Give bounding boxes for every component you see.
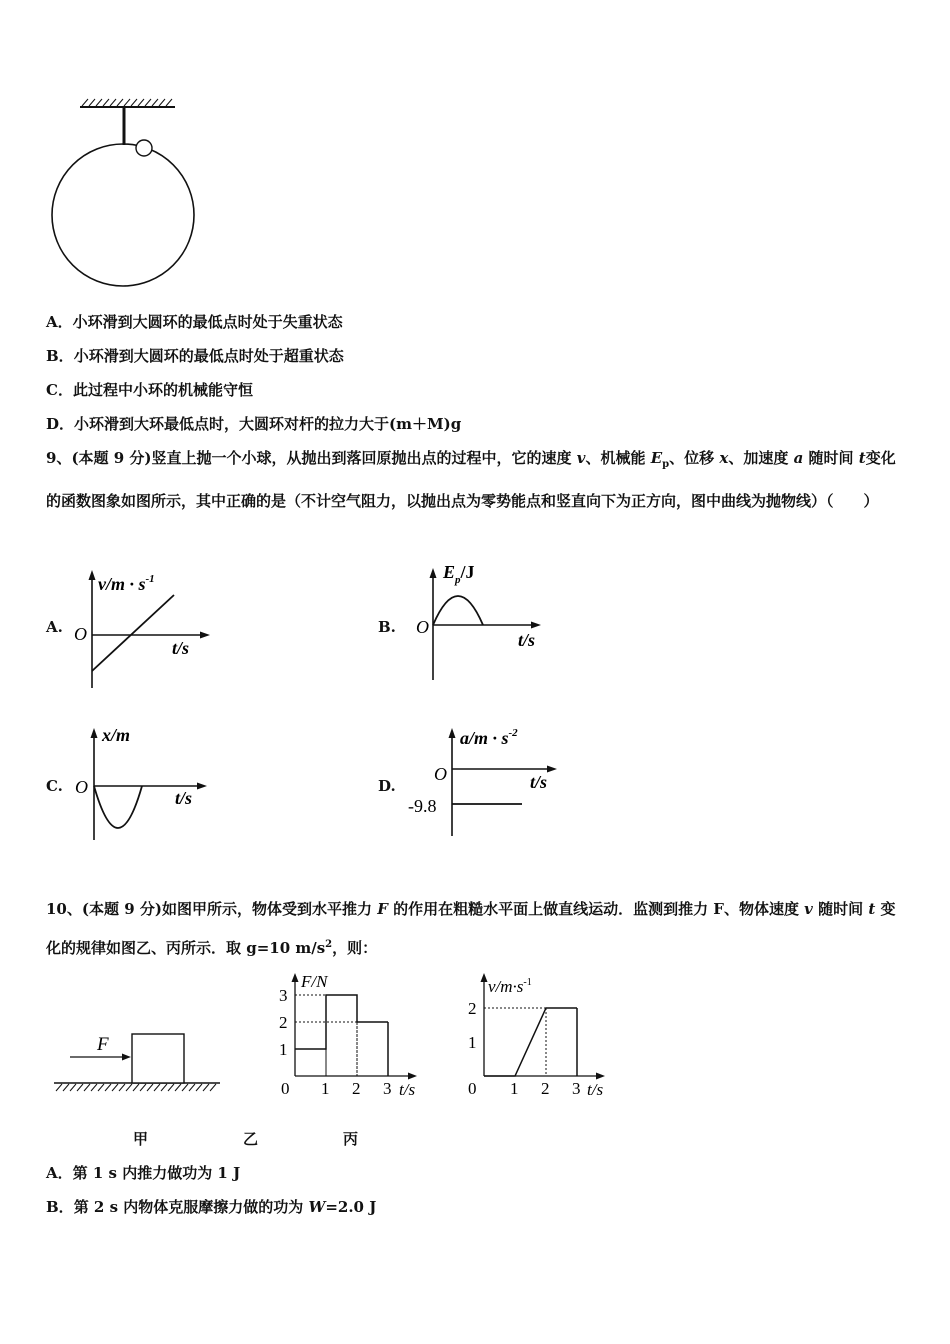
- x-label: t/s: [587, 1080, 604, 1099]
- y-arrow: [89, 570, 96, 580]
- caption-jia: 甲: [133, 1130, 149, 1148]
- option-text: 小环滑到大圆环的最低点时处于超重状态: [73, 347, 344, 365]
- large-ring: [52, 144, 194, 286]
- x-arrow: [547, 766, 557, 773]
- var-t: t: [868, 900, 876, 918]
- y-label: $a/m \cdot s^{-2}$: [460, 727, 518, 748]
- origin-label: O: [416, 617, 429, 637]
- option-text: 小环滑到大环最低点时，大圆环对杆的拉力大于(m＋M)g: [74, 415, 462, 433]
- x-label: t/s: [172, 638, 190, 658]
- var-ep: E: [650, 449, 663, 467]
- ceiling-hatch: [82, 99, 172, 106]
- q8-option-a: [46, 311, 343, 332]
- option-letter: A．: [46, 313, 73, 331]
- stem-text: 、机械能: [585, 449, 651, 467]
- q10-option-a: [46, 1162, 240, 1183]
- q10-fig-jia: [50, 1025, 230, 1100]
- y-tick-label: 3: [279, 986, 288, 1005]
- var-t: t: [858, 449, 866, 467]
- y-tick-label: 1: [468, 1033, 477, 1052]
- q9-graph-d: [404, 722, 564, 847]
- x-label: t/s: [399, 1080, 416, 1099]
- stem-text: 、加速度: [728, 449, 794, 467]
- option-text: =2.0 J: [325, 1198, 377, 1216]
- x-arrow: [200, 632, 210, 639]
- ground-hatch: [56, 1084, 216, 1091]
- x-arrow: [408, 1073, 417, 1080]
- block: [132, 1034, 184, 1083]
- superscript: 2: [325, 939, 333, 950]
- question-score: (本题 9 分): [81, 900, 162, 918]
- option-text: 小环滑到大圆环的最低点时处于失重状态: [72, 313, 343, 331]
- stem-text: 、位移: [669, 449, 720, 467]
- stem-text: 随时间: [803, 449, 859, 467]
- q10-option-b: [46, 1196, 376, 1217]
- small-ring: [136, 140, 152, 156]
- force-label: F: [97, 1034, 109, 1055]
- q8-option-d: [46, 413, 461, 434]
- origin-label: O: [434, 764, 447, 784]
- q10-fig-bing: [460, 970, 620, 1105]
- data-line: [484, 1008, 577, 1076]
- q10-stem: [46, 891, 906, 966]
- y-tick-label: 2: [279, 1013, 288, 1032]
- y-label: $v/m\cdot s^{-1}$: [488, 977, 532, 996]
- q9-graph-b: [410, 558, 560, 693]
- stem-text: 变化的规律如图乙、丙所示．取 g=10 m/s: [46, 900, 896, 957]
- y-arrow: [91, 728, 98, 738]
- caption-yi: 乙: [243, 1130, 259, 1148]
- origin-label: 0: [468, 1079, 477, 1098]
- option-letter: B．: [46, 347, 74, 365]
- x-tick-label: 3: [383, 1079, 392, 1098]
- caption-bing: 丙: [343, 1130, 359, 1148]
- option-text: 此过程中小环的机械能守恒: [72, 381, 253, 399]
- x-arrow: [197, 783, 207, 790]
- q9-graph-b-letter: B.: [378, 618, 396, 636]
- var-v: v: [576, 449, 586, 467]
- x-arrow: [596, 1073, 605, 1080]
- option-letter: A．: [46, 1164, 73, 1182]
- stem-text: 随时间: [812, 900, 869, 918]
- origin-label: O: [75, 777, 88, 797]
- stem-text: 如图甲所示，物体受到水平推力: [161, 900, 378, 918]
- q9-graph-c: [70, 722, 220, 847]
- x-label: t/s: [518, 630, 536, 650]
- stem-text: 的作用在粗糙水平面上做直线运动．监测到推力 F、物体速度: [387, 900, 805, 918]
- q8-option-c: [46, 379, 253, 400]
- var-f: F: [377, 900, 388, 918]
- q9-graph-c-letter: C.: [46, 777, 63, 795]
- q9-stem: [46, 440, 906, 519]
- y-label: $E_p/J$: [443, 562, 475, 586]
- var-v: v: [804, 900, 813, 918]
- q9-graph-a-letter: A.: [46, 618, 63, 636]
- q10-fig-yi: [275, 970, 435, 1105]
- question-number: 9、: [46, 449, 72, 467]
- x-label: t/s: [530, 772, 548, 792]
- x-tick-label: 3: [572, 1079, 581, 1098]
- x-tick-label: 2: [541, 1079, 550, 1098]
- y-arrow: [430, 568, 437, 578]
- y-tick-label: 1: [279, 1040, 288, 1059]
- option-letter: B．: [46, 1198, 74, 1216]
- var-x: x: [719, 449, 729, 467]
- y-tick-label: 2: [468, 999, 477, 1018]
- ring-diagram: [40, 95, 190, 295]
- origin-label: 0: [281, 1079, 290, 1098]
- x-label: t/s: [175, 788, 193, 808]
- energy-curve: [433, 596, 483, 625]
- y-arrow: [449, 728, 456, 738]
- option-letter: D．: [46, 415, 75, 433]
- displacement-curve: [94, 786, 142, 828]
- velocity-line: [92, 595, 174, 671]
- origin-label: O: [74, 624, 87, 644]
- q9-graph-d-letter: D.: [378, 777, 396, 795]
- var-w: W: [308, 1198, 326, 1216]
- q8-option-b: [46, 345, 344, 366]
- question-score: (本题 9 分): [71, 449, 152, 467]
- option-letter: C．: [46, 381, 73, 399]
- option-text: 第 1 s 内推力做功为 1 J: [72, 1164, 241, 1182]
- x-arrow: [531, 622, 541, 629]
- stem-text: 竖直上抛一个小球，从抛出到落回原抛出点的过程中，它的速度: [151, 449, 577, 467]
- force-arrowhead: [122, 1054, 131, 1061]
- stem-text: 变化的函数图象如图所示，其中正确的是（不计空气阻力，以抛出点为零势能点和竖直向下为正方向，图中曲线为抛物线）（ ）: [46, 449, 896, 510]
- option-text: 第 2 s 内物体克服摩擦力做的功为: [73, 1198, 309, 1216]
- y-label: $v/m \cdot s^{-1}$: [98, 573, 155, 594]
- var-a: a: [793, 449, 804, 467]
- y-arrow: [481, 973, 488, 982]
- x-tick-label: 1: [321, 1079, 330, 1098]
- value-label: -9.8: [408, 796, 437, 816]
- y-label: F/N: [301, 972, 328, 991]
- x-tick-label: 2: [352, 1079, 361, 1098]
- var-ep-sub: p: [662, 459, 670, 470]
- y-label: x/m: [102, 725, 131, 745]
- y-arrow: [292, 973, 299, 982]
- question-number: 10、: [46, 900, 82, 918]
- q9-graph-a: [70, 568, 220, 693]
- x-tick-label: 1: [510, 1079, 519, 1098]
- stem-text: ，则：: [332, 939, 378, 957]
